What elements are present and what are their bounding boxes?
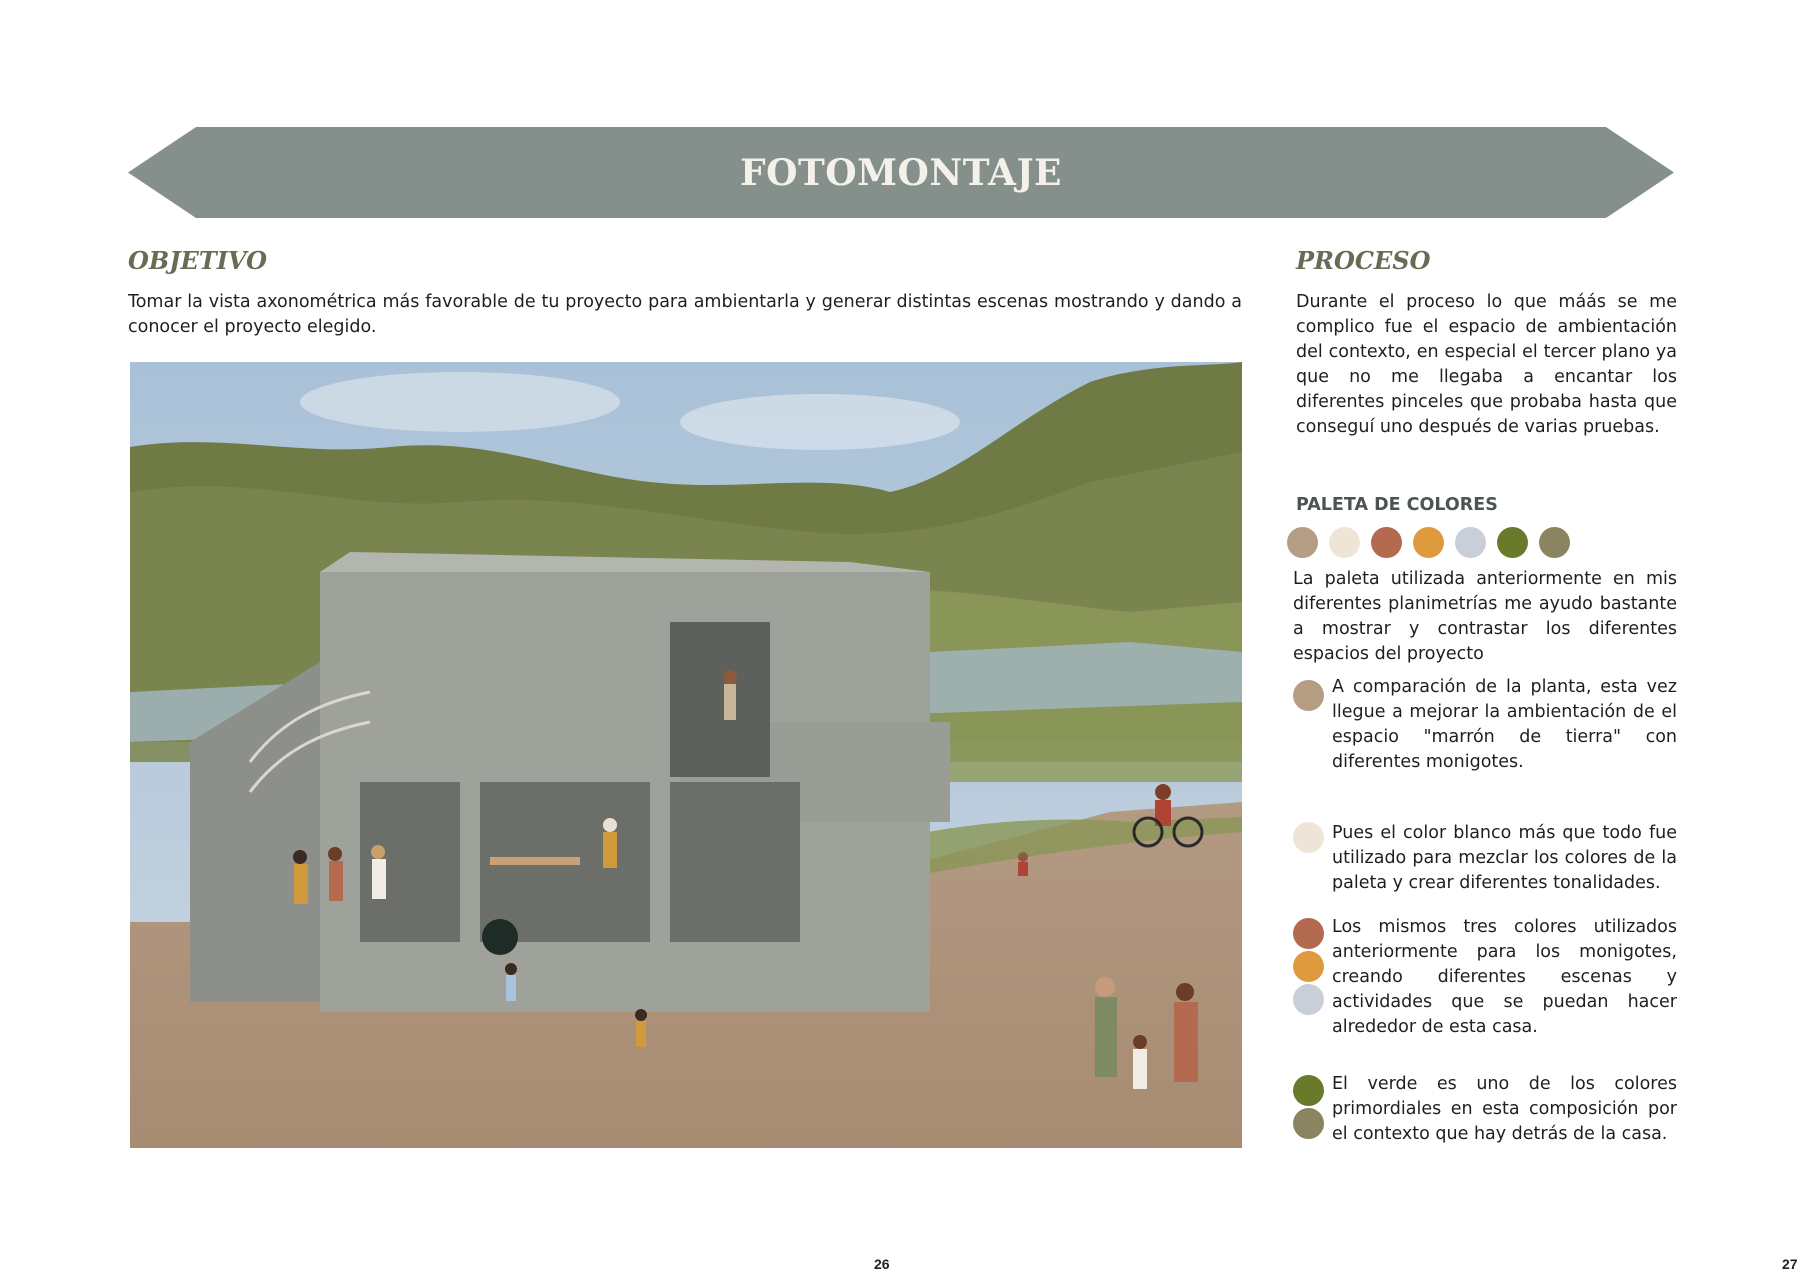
note-dot (1293, 1075, 1324, 1106)
page-number-right: 27 (1782, 1256, 1798, 1272)
note-dot (1293, 918, 1324, 949)
palette-title: PALETA DE COLORES (1296, 495, 1498, 515)
note-1-dots (1293, 680, 1324, 711)
objetivo-heading: OBJETIVO (128, 246, 268, 275)
proceso-heading: PROCESO (1296, 246, 1431, 275)
palette-swatches (1287, 527, 1570, 558)
note-dot (1293, 951, 1324, 982)
note-3-dots (1293, 918, 1324, 1015)
swatch-ochre (1413, 527, 1444, 558)
note-4-dots (1293, 1075, 1324, 1139)
note-1-text: A comparación de la planta, esta vez llegue a mejorar la ambientación de el espacio "marrón de tierra" con diferentes monigotes. (1332, 677, 1677, 772)
note-dot (1293, 822, 1324, 853)
note-dot (1293, 1108, 1324, 1139)
swatch-terracotta (1371, 527, 1402, 558)
note-4-text: El verde es uno de los colores primordiales en esta composición por el contexto que hay detrás de la casa. (1332, 1074, 1677, 1144)
palette-intro: La paleta utilizada anteriormente en mis diferentes planimetrías me ayudo bastante a mostrar y contrastar los diferentes espacios del proyecto (1293, 569, 1677, 664)
note-3-text: Los mismos tres colores utilizados anteriormente para los monigotes, creando diferentes escenas y actividades que se puedan hacer alrededor de esta casa. (1332, 917, 1677, 1037)
swatch-tan (1287, 527, 1318, 558)
note-dot (1293, 680, 1324, 711)
proceso-text: Durante el proceso lo que máás se me complico fue el espacio de ambientación del contexto, en especial el tercer plano ya que no me llegaba a encantar los diferentes pinceles que probaba hasta que conseguí uno después de varias pruebas. (1296, 292, 1677, 437)
swatch-light-blue (1455, 527, 1486, 558)
note-2-text: Pues el color blanco más que todo fue utilizado para mezclar los colores de la paleta y crear diferentes tonalidades. (1332, 823, 1677, 893)
objetivo-text: Tomar la vista axonométrica más favorable de tu proyecto para ambientarla y generar distintas escenas mostrando y dando a conocer el proyecto elegido. (128, 292, 1242, 337)
swatch-khaki (1539, 527, 1570, 558)
note-2-dots (1293, 822, 1324, 853)
swatch-olive (1497, 527, 1528, 558)
page-number-left: 26 (874, 1256, 890, 1272)
photomontage-scene (130, 362, 1242, 1148)
note-dot (1293, 984, 1324, 1015)
title-banner (128, 127, 1674, 218)
page-title: FOTOMONTAJE (740, 151, 1062, 194)
swatch-cream (1329, 527, 1360, 558)
photomontage-image (130, 362, 1242, 1148)
